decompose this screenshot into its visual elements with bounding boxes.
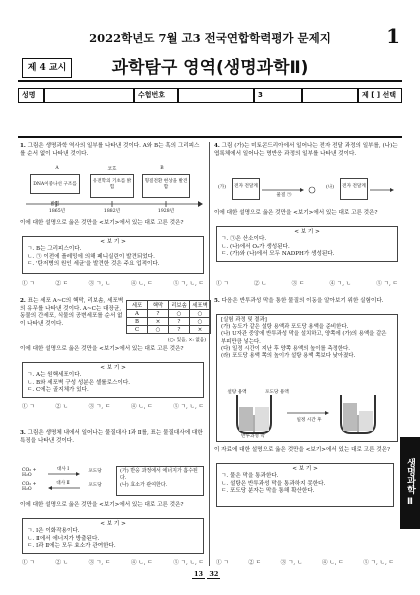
- q3-bogi-3: ㄷ. Ⅰ과 Ⅱ에는 모두 효소가 관여한다.: [27, 543, 116, 550]
- q2-bogi-3: ㄷ. C에는 골지체가 있다.: [27, 387, 89, 394]
- q4-diagram: [216, 176, 398, 206]
- exam-title: 2022학년도 7월 고3 전국연합학력평가 문제지: [89, 31, 331, 45]
- q4-choices: [216, 279, 398, 287]
- q1-label-a: A: [55, 166, 59, 171]
- q5-step-2: (나) U자관 중앙에 반투과성 막을 설치하고, 양쪽에 (가)의 용액을 같은 부피만큼 넣는다.: [221, 331, 387, 345]
- q4-choice-1[interactable]: ① ㄱ: [216, 281, 229, 287]
- footer-total: 32: [209, 570, 219, 578]
- q5-bogi: [216, 463, 394, 507]
- q5-label-glucose: 포도당 용액: [265, 390, 289, 395]
- q2-choice-4[interactable]: ④ ㄴ, ㄷ: [130, 404, 153, 410]
- q2-th-1: 핵막: [148, 301, 169, 310]
- exam-number-field[interactable]: [178, 88, 254, 103]
- q4-choice-2[interactable]: ② ㄴ: [253, 281, 267, 287]
- candidate-info-row: [18, 88, 402, 103]
- page-number: 1: [386, 24, 400, 48]
- q1-text: 그림은 생명과학 역사의 일부를 나타낸 것이다. A와 B는 혹의 그리피스를 순서 없이 나타낸 것이다.: [20, 143, 200, 157]
- q4-text: 그림 (가)는 미토콘드리아에서 일어나는 전자 전달 과정의 일부를, (나)는 엽록체에서 일어나는 명반응 과정의 일부를 나타낸 것이다.: [214, 143, 398, 157]
- q3-choices: [22, 558, 204, 566]
- table-cell: ○: [169, 310, 190, 318]
- q3-choice-4[interactable]: ④ ㄴ, ㄷ: [130, 560, 153, 566]
- q2-bogi-2: ㄴ. B와 세포벽 구성 성분은 셀룰로스이다.: [27, 379, 131, 386]
- question-1: [20, 143, 204, 158]
- q1-box-3: 형질전환 현상을 발견함: [142, 174, 190, 198]
- q4-etc-1: 전자 전달계: [232, 178, 260, 200]
- q2-choices: [22, 402, 204, 410]
- q5-choice-1[interactable]: ① ㄱ: [216, 560, 229, 566]
- q1-bogi-1: ㄱ. B는 그리피스이다.: [27, 246, 82, 253]
- table-cell: ?: [169, 326, 190, 334]
- question-2: [20, 298, 124, 328]
- q1-prompt: 이에 대한 설명으로 옳은 것만을 <보기>에서 있는 대로 고른 것은?: [20, 220, 184, 226]
- q5-bogi-title: < 보 기 >: [292, 466, 318, 472]
- q2-bogi: [22, 362, 204, 398]
- q5-step-4: (라) 포도당 용액 쪽의 높이가 설탕 용액 쪽보다 낮아졌다.: [221, 353, 356, 360]
- q1-choice-5[interactable]: ⑤ ㄱ, ㄴ, ㄷ: [173, 281, 204, 287]
- q3-choice-1[interactable]: ① ㄱ: [22, 560, 35, 566]
- q4-etc-2: 전자 전달계: [340, 178, 368, 200]
- q4-bogi: [216, 226, 398, 262]
- q5-step-1: (가) 농도가 같은 설탕 용액과 포도당 용액을 준비한다.: [221, 324, 349, 331]
- q2-bogi-title: < 보 기 >: [100, 365, 126, 371]
- exam-number-digit: 3: [254, 88, 302, 103]
- q2-th-0: 세포: [127, 301, 148, 310]
- q3-r1-right: 포도당: [88, 469, 102, 474]
- table-cell: ?: [148, 310, 169, 318]
- q2-choice-2[interactable]: ② ㄴ: [55, 404, 69, 410]
- q3-bogi-1: ㄱ. Ⅰ은 이화작용이다.: [27, 528, 80, 535]
- q1-bogi: [22, 236, 204, 274]
- q3-r2-right: 포도당: [88, 483, 102, 488]
- table-row: [127, 310, 211, 318]
- question-4: [214, 143, 398, 158]
- q4-arrow-right: [368, 180, 396, 200]
- q2-text: 표는 세포 A~C의 핵막, 리보솜, 세포벽의 유무를 나타낸 것이다. A~C는 대장균, 동물의 간세포, 식물의 공변세포를 순서 없이 나타낸 것이다.: [20, 298, 124, 327]
- q3-diagram: [22, 466, 112, 494]
- subject-side-tab: 생명과학 Ⅱ: [400, 437, 420, 529]
- q4-label-ga: (가): [217, 185, 227, 190]
- q5-choices: [216, 558, 394, 566]
- table-cell: B: [127, 318, 148, 326]
- q1-label-b: B: [160, 166, 164, 171]
- footer-page: 13: [194, 570, 204, 578]
- q5-bogi-3: ㄷ. 포도당 분자는 막을 통해 확산한다.: [221, 488, 315, 495]
- q4-bogi-2: ㄴ. (나)에서 O₂가 생성된다.: [221, 243, 290, 250]
- q3-choice-3[interactable]: ③ ㄱ, ㄷ: [88, 560, 111, 566]
- name-label: 성명: [18, 88, 44, 103]
- q5-choice-3[interactable]: ③ ㄱ, ㄴ: [280, 560, 303, 566]
- q1-year-1: 1865년: [48, 209, 66, 214]
- q2-choice-1[interactable]: ① ㄱ: [22, 404, 35, 410]
- q5-u-tube-diagram: [231, 393, 385, 437]
- q3-r1-mid: 대사 Ⅰ: [56, 467, 70, 472]
- q4-choice-3[interactable]: ③ ㄷ: [291, 281, 305, 287]
- q2-choice-3[interactable]: ③ ㄱ, ㄷ: [88, 404, 111, 410]
- q3-feature-box: [116, 466, 204, 496]
- q5-text: 다음은 반투과성 막을 통한 물질의 이동을 알아보기 위한 실험이다.: [221, 298, 384, 304]
- q3-prompt: 이에 대한 설명으로 옳은 것만을 <보기>에서 있는 대로 고른 것은?: [20, 502, 184, 508]
- q3-number: 3.: [20, 430, 26, 436]
- q1-choice-4[interactable]: ④ ㄴ, ㄷ: [130, 281, 153, 287]
- q3-feature-1: (가) 반응 과정에서 에너지가 흡수된다.: [120, 468, 198, 481]
- q2-table: [126, 300, 211, 334]
- q5-label-membrane: 반투과성 막: [241, 434, 265, 439]
- q1-choice-2[interactable]: ② ㄷ: [55, 281, 69, 287]
- table-cell: A: [127, 310, 148, 318]
- q1-bogi-3: ㄷ. '탄저병의 원인 세균'을 발견한 것은 주요 업적이다.: [27, 261, 160, 268]
- q1-number: 1.: [20, 143, 26, 149]
- q4-label-na: (나): [325, 185, 335, 190]
- q5-bogi-1: ㄱ. 물은 막을 통과한다.: [221, 473, 279, 480]
- q4-substance: 물질 ㉠: [276, 193, 292, 198]
- q5-prompt: 이 자료에 대한 설명으로 옳은 것만을 <보기>에서 있는 대로 고른 것은?: [214, 447, 391, 453]
- q3-text: 그림은 생명체 내에서 일어나는 물질대사 Ⅰ과 Ⅱ를, 표는 물질대사에 대한 특징을 나타낸 것이다.: [20, 430, 203, 444]
- table-row: [127, 326, 211, 334]
- question-5: [214, 298, 398, 306]
- q1-label-koch: 코흐: [107, 167, 117, 172]
- q4-prompt: 이에 대한 설명으로 옳은 것만을 <보기>에서 있는 대로 고른 것은?: [214, 210, 378, 216]
- column-separator: [209, 142, 210, 566]
- q3-r1-left: CO₂ + H₂O: [22, 468, 37, 478]
- q5-label-sugar: 설탕 용액: [227, 390, 247, 395]
- table-row: [127, 318, 211, 326]
- subject-title: 과학탐구 영역(생명과학Ⅱ): [111, 58, 309, 78]
- select-label: 제 [ ] 선택: [358, 88, 402, 103]
- q2-number: 2.: [20, 298, 26, 304]
- q2-bogi-1: ㄱ. A는 원핵세포이다.: [27, 372, 82, 379]
- exam-number-label: 수험번호: [134, 88, 178, 103]
- q5-choice-2[interactable]: ② ㄷ: [248, 560, 262, 566]
- q1-bogi-2: ㄴ. ㉠ 이전에 플레밍에 의해 페니실린이 발견되었다.: [27, 253, 155, 260]
- q5-choice-4[interactable]: ④ ㄴ, ㄷ: [321, 560, 344, 566]
- q1-year-3: 1928년: [157, 209, 175, 214]
- table-cell: ×: [190, 326, 211, 334]
- table-cell: C: [127, 326, 148, 334]
- q2-table-header: [127, 301, 211, 310]
- page-footer: [192, 570, 220, 579]
- q2-th-2: 리보솜: [169, 301, 190, 310]
- q2-choice-5[interactable]: ⑤ ㄱ, ㄴ, ㄷ: [173, 404, 204, 410]
- name-field[interactable]: [44, 88, 134, 103]
- q3-bogi-2: ㄴ. Ⅱ에서 에너지가 방출된다.: [27, 535, 100, 542]
- q1-choices: [22, 279, 204, 287]
- exam-number-rest[interactable]: [302, 88, 358, 103]
- q5-choice-5[interactable]: ⑤ ㄱ, ㄴ, ㄷ: [363, 560, 394, 566]
- q4-bogi-3: ㄷ. (가)와 (나)에서 모두 NADPH가 생성된다.: [221, 251, 335, 258]
- q4-arrows: [260, 180, 326, 200]
- header-rule: [18, 80, 402, 82]
- q4-choice-4[interactable]: ④ ㄱ, ㄴ: [329, 281, 352, 287]
- q1-bogi-title: < 보 기 >: [100, 239, 126, 245]
- q5-exp-title: [실험 과정 및 결과]: [221, 317, 267, 323]
- q4-choice-5[interactable]: ⑤ ㄱ, ㄷ: [376, 281, 398, 287]
- session-badge: 제 4 교시: [22, 58, 72, 78]
- q1-box-2: 유전학의 기초를 밝힘: [90, 174, 134, 198]
- q5-bogi-2: ㄴ. 설탕은 반투과성 막을 통과하지 못한다.: [221, 480, 326, 487]
- q1-choice-1[interactable]: ① ㄱ: [22, 281, 35, 287]
- table-cell: ○: [148, 326, 169, 334]
- q4-bogi-1: ㄱ. ㉠은 산소이다.: [221, 236, 267, 243]
- q3-choice-5[interactable]: ⑤ ㄱ, ㄴ, ㄷ: [173, 560, 204, 566]
- q4-number: 4.: [214, 143, 220, 149]
- q2-th-3: 세포벽: [190, 301, 211, 310]
- q5-number: 5.: [214, 298, 220, 304]
- q3-bogi: [22, 518, 204, 554]
- q5-label-time: 일정 시간 후: [296, 418, 322, 423]
- table-cell: ○: [190, 318, 211, 326]
- table-cell: ○: [190, 310, 211, 318]
- q3-r2-mid: 대사 Ⅱ: [56, 481, 70, 486]
- question-3: [20, 430, 204, 445]
- q3-r2-left: CO₂ + H₂O: [22, 482, 37, 492]
- q3-bogi-title: < 보 기 >: [100, 521, 126, 527]
- q1-box-1: DNA이중나선 구조를 밝힘: [30, 174, 80, 194]
- content-top-rule: [18, 136, 402, 138]
- q1-diagram: [22, 166, 204, 216]
- q3-choice-2[interactable]: ② ㄴ: [55, 560, 69, 566]
- q1-choice-3[interactable]: ③ ㄱ, ㄴ: [88, 281, 111, 287]
- table-cell: ×: [148, 318, 169, 326]
- q1-year-2: 1882년: [103, 209, 121, 214]
- q5-experiment-box: [216, 314, 398, 442]
- q2-table-note: (○: 있음, ×: 없음): [167, 338, 206, 343]
- q3-arrows: [48, 472, 80, 492]
- q4-bogi-title: < 보 기 >: [294, 229, 320, 235]
- q3-feature-2: (나) 효소가 관여한다.: [120, 482, 168, 488]
- q5-step-3: (다) 일정 시간이 지난 후 양쪽 용액의 높이를 측정한다.: [221, 345, 350, 352]
- table-cell: ?: [169, 318, 190, 326]
- q2-prompt: 이에 대한 설명으로 옳은 것만을 <보기>에서 있는 대로 고른 것은?: [20, 346, 184, 352]
